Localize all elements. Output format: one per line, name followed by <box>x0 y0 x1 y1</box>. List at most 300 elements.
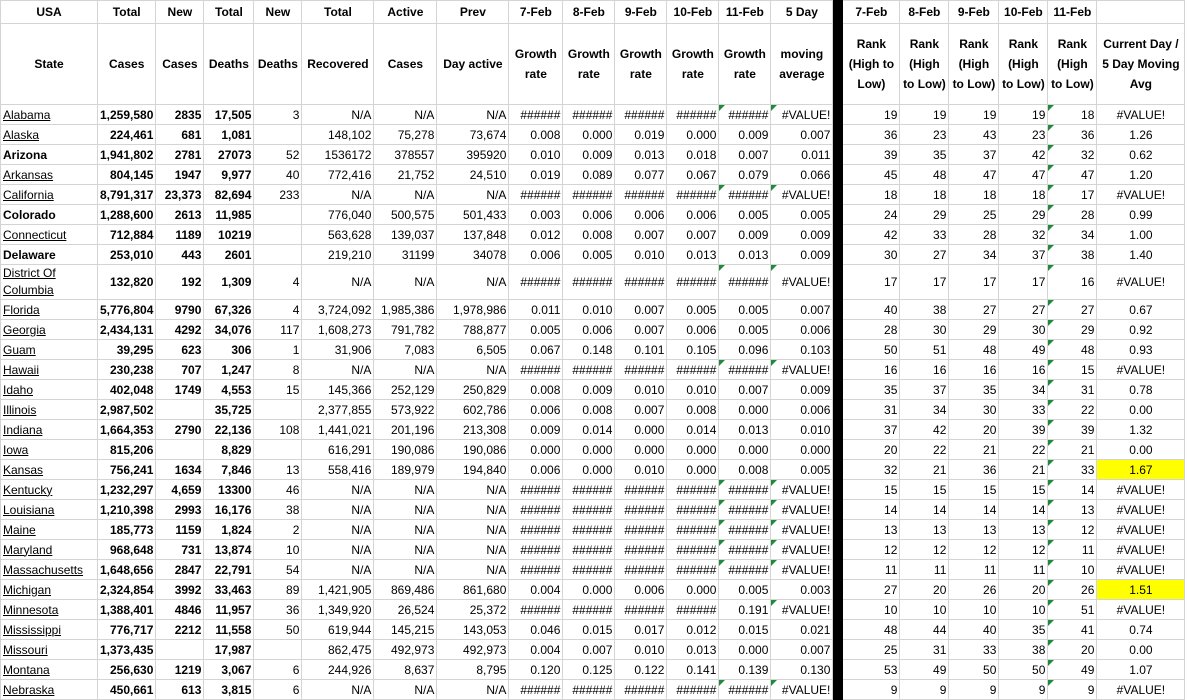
data-cell[interactable]: 26,524 <box>374 600 437 620</box>
header-cell[interactable]: 11-Feb <box>1048 1 1097 24</box>
data-cell[interactable]: 1,247 <box>204 360 254 380</box>
state-cell[interactable]: Missouri <box>1 640 98 660</box>
data-cell[interactable]: 0.012 <box>509 225 563 245</box>
data-cell[interactable]: ###### <box>667 185 719 205</box>
data-cell[interactable]: 6 <box>254 660 302 680</box>
data-cell[interactable]: 776,717 <box>98 620 156 640</box>
data-cell[interactable]: 9 <box>999 680 1048 700</box>
data-cell[interactable]: 16,176 <box>204 500 254 520</box>
data-cell[interactable]: 602,786 <box>437 400 509 420</box>
data-cell[interactable]: 492,973 <box>374 640 437 660</box>
data-cell[interactable]: ###### <box>719 500 771 520</box>
data-cell[interactable] <box>254 225 302 245</box>
data-cell[interactable]: 0.93 <box>1097 340 1185 360</box>
data-cell[interactable]: 1,232,297 <box>98 480 156 500</box>
data-cell[interactable]: 50 <box>843 340 900 360</box>
data-cell[interactable]: 32 <box>843 460 900 480</box>
data-cell[interactable]: 0.006 <box>563 320 615 340</box>
data-cell[interactable]: 0.008 <box>563 225 615 245</box>
data-cell[interactable]: 492,973 <box>437 640 509 660</box>
state-cell[interactable]: Kansas <box>1 460 98 480</box>
data-cell[interactable]: 0.005 <box>719 205 771 225</box>
data-cell[interactable]: 0.010 <box>615 245 667 265</box>
data-cell[interactable]: 28 <box>843 320 900 340</box>
data-cell[interactable]: ###### <box>509 480 563 500</box>
data-cell[interactable]: 0.007 <box>771 300 833 320</box>
data-cell[interactable]: 0.005 <box>719 320 771 340</box>
data-cell[interactable]: 13 <box>254 460 302 480</box>
data-cell[interactable]: 15 <box>999 480 1048 500</box>
data-cell[interactable]: 0.013 <box>667 640 719 660</box>
data-cell[interactable]: 0.006 <box>667 320 719 340</box>
state-cell[interactable]: Connecticut <box>1 225 98 245</box>
data-cell[interactable]: 2601 <box>204 245 254 265</box>
data-cell[interactable]: 0.007 <box>771 640 833 660</box>
data-cell[interactable]: 22 <box>999 440 1048 460</box>
data-cell[interactable]: 40 <box>254 165 302 185</box>
header-cell[interactable]: 9-Feb <box>949 1 999 24</box>
header-cell[interactable]: Rank (High to Low) <box>843 24 900 105</box>
data-cell[interactable]: 0.005 <box>667 300 719 320</box>
data-cell[interactable]: 776,040 <box>302 205 374 225</box>
state-cell[interactable]: Maine <box>1 520 98 540</box>
data-cell[interactable]: 0.005 <box>719 580 771 600</box>
data-cell[interactable]: 6 <box>254 680 302 700</box>
data-cell[interactable]: 0.009 <box>563 380 615 400</box>
data-cell[interactable]: 0.008 <box>509 125 563 145</box>
data-cell[interactable]: 0.089 <box>563 165 615 185</box>
data-cell[interactable]: 31 <box>1048 380 1097 400</box>
data-cell[interactable]: 0.007 <box>719 380 771 400</box>
data-cell[interactable]: #VALUE! <box>771 560 833 580</box>
data-cell[interactable]: 21 <box>1048 440 1097 460</box>
data-cell[interactable]: 0.009 <box>719 125 771 145</box>
data-cell[interactable]: ###### <box>509 105 563 125</box>
data-cell[interactable]: 17 <box>949 265 999 300</box>
data-cell[interactable]: 11 <box>1048 540 1097 560</box>
data-cell[interactable]: 0.000 <box>719 400 771 420</box>
data-cell[interactable]: 42 <box>900 420 949 440</box>
data-cell[interactable]: 2790 <box>156 420 204 440</box>
data-cell[interactable]: 0.017 <box>615 620 667 640</box>
data-cell[interactable]: 0.006 <box>667 205 719 225</box>
header-cell[interactable]: Total <box>302 1 374 24</box>
data-cell[interactable]: 0.00 <box>1097 640 1185 660</box>
data-cell[interactable]: 14 <box>900 500 949 520</box>
data-cell[interactable]: 0.009 <box>771 245 833 265</box>
data-cell[interactable]: 29 <box>949 320 999 340</box>
data-cell[interactable]: 558,416 <box>302 460 374 480</box>
data-cell[interactable]: N/A <box>302 105 374 125</box>
data-cell[interactable]: N/A <box>437 105 509 125</box>
data-cell[interactable]: 7,083 <box>374 340 437 360</box>
header-cell[interactable]: USA <box>1 1 98 24</box>
data-cell[interactable]: 0.007 <box>563 640 615 660</box>
data-cell[interactable]: 0.007 <box>719 145 771 165</box>
data-cell[interactable]: 26 <box>1048 580 1097 600</box>
data-cell[interactable]: 11 <box>949 560 999 580</box>
data-cell[interactable]: 788,877 <box>437 320 509 340</box>
data-cell[interactable]: 224,461 <box>98 125 156 145</box>
data-cell[interactable]: 23 <box>999 125 1048 145</box>
header-cell[interactable]: Growth rate <box>509 24 563 105</box>
data-cell[interactable]: ###### <box>615 360 667 380</box>
data-cell[interactable]: 2835 <box>156 105 204 125</box>
data-cell[interactable]: 1189 <box>156 225 204 245</box>
data-cell[interactable]: 2,987,502 <box>98 400 156 420</box>
data-cell[interactable]: 2,324,854 <box>98 580 156 600</box>
data-cell[interactable]: 623 <box>156 340 204 360</box>
data-cell[interactable]: 67,326 <box>204 300 254 320</box>
data-cell[interactable]: 0.009 <box>719 225 771 245</box>
header-cell[interactable]: State <box>1 24 98 105</box>
data-cell[interactable]: 3 <box>254 105 302 125</box>
data-cell[interactable]: 201,196 <box>374 420 437 440</box>
data-cell[interactable]: 450,661 <box>98 680 156 700</box>
header-cell[interactable]: moving average <box>771 24 833 105</box>
data-cell[interactable]: 27073 <box>204 145 254 165</box>
data-cell[interactable]: 189,979 <box>374 460 437 480</box>
state-cell[interactable]: Massachusetts <box>1 560 98 580</box>
data-cell[interactable]: 30 <box>999 320 1048 340</box>
data-cell[interactable]: 16 <box>999 360 1048 380</box>
data-cell[interactable]: 2 <box>254 520 302 540</box>
data-cell[interactable]: ###### <box>509 500 563 520</box>
data-cell[interactable]: 0.013 <box>615 145 667 165</box>
header-cell[interactable]: Total <box>98 1 156 24</box>
data-cell[interactable]: 1,081 <box>204 125 254 145</box>
data-cell[interactable]: 10 <box>254 540 302 560</box>
data-cell[interactable]: 185,773 <box>98 520 156 540</box>
data-cell[interactable]: 804,145 <box>98 165 156 185</box>
data-cell[interactable]: #VALUE! <box>771 480 833 500</box>
data-cell[interactable]: 190,086 <box>374 440 437 460</box>
header-cell[interactable]: Growth rate <box>667 24 719 105</box>
data-cell[interactable]: ###### <box>509 600 563 620</box>
data-cell[interactable]: 8 <box>254 360 302 380</box>
state-cell[interactable]: Alabama <box>1 105 98 125</box>
data-cell[interactable]: 8,795 <box>437 660 509 680</box>
state-cell[interactable]: District Of Columbia <box>1 265 98 300</box>
data-cell[interactable]: ###### <box>509 680 563 700</box>
data-cell[interactable]: ###### <box>509 265 563 300</box>
data-cell[interactable]: 12 <box>949 540 999 560</box>
data-cell[interactable]: 12 <box>999 540 1048 560</box>
data-cell[interactable]: 0.101 <box>615 340 667 360</box>
data-cell[interactable]: 23 <box>900 125 949 145</box>
data-cell[interactable]: 0.000 <box>667 580 719 600</box>
data-cell[interactable]: 1,349,920 <box>302 600 374 620</box>
data-cell[interactable]: 0.00 <box>1097 400 1185 420</box>
data-cell[interactable]: 1,288,600 <box>98 205 156 225</box>
data-cell[interactable]: 1,978,986 <box>437 300 509 320</box>
data-cell[interactable]: 500,575 <box>374 205 437 225</box>
data-cell[interactable]: 0.005 <box>563 245 615 265</box>
data-cell[interactable]: 0.67 <box>1097 300 1185 320</box>
data-cell[interactable] <box>254 125 302 145</box>
data-cell[interactable]: 19 <box>999 105 1048 125</box>
data-cell[interactable]: 9 <box>949 680 999 700</box>
data-cell[interactable]: 25 <box>949 205 999 225</box>
data-cell[interactable]: 48 <box>1048 340 1097 360</box>
data-cell[interactable]: 256,630 <box>98 660 156 680</box>
data-cell[interactable]: 14 <box>949 500 999 520</box>
data-cell[interactable]: 18 <box>843 185 900 205</box>
data-cell[interactable]: 20 <box>949 420 999 440</box>
header-cell[interactable]: Deaths <box>204 24 254 105</box>
data-cell[interactable]: #VALUE! <box>1097 600 1185 620</box>
data-cell[interactable]: 17 <box>1048 185 1097 205</box>
data-cell[interactable]: 48 <box>949 340 999 360</box>
data-cell[interactable]: 145,366 <box>302 380 374 400</box>
data-cell[interactable]: 731 <box>156 540 204 560</box>
data-cell[interactable]: 35 <box>900 145 949 165</box>
data-cell[interactable]: #VALUE! <box>771 540 833 560</box>
state-cell[interactable]: Illinois <box>1 400 98 420</box>
data-cell[interactable] <box>254 440 302 460</box>
data-cell[interactable]: N/A <box>437 480 509 500</box>
data-cell[interactable]: 0.000 <box>771 440 833 460</box>
data-cell[interactable]: 0.006 <box>509 245 563 265</box>
data-cell[interactable]: 712,884 <box>98 225 156 245</box>
data-cell[interactable]: N/A <box>374 360 437 380</box>
data-cell[interactable]: 16 <box>900 360 949 380</box>
data-cell[interactable]: 2,377,855 <box>302 400 374 420</box>
data-cell[interactable]: 252,129 <box>374 380 437 400</box>
data-cell[interactable]: 619,944 <box>302 620 374 640</box>
data-cell[interactable]: 0.008 <box>719 460 771 480</box>
data-cell[interactable]: N/A <box>437 360 509 380</box>
data-cell[interactable]: 28 <box>1048 205 1097 225</box>
data-cell[interactable]: 0.009 <box>771 380 833 400</box>
header-cell[interactable]: Cases <box>156 24 204 105</box>
header-cell[interactable]: Cases <box>374 24 437 105</box>
data-cell[interactable]: #VALUE! <box>1097 560 1185 580</box>
data-cell[interactable]: 0.010 <box>667 380 719 400</box>
state-cell[interactable]: California <box>1 185 98 205</box>
data-cell[interactable]: 0.015 <box>719 620 771 640</box>
data-cell[interactable]: 306 <box>204 340 254 360</box>
data-cell[interactable]: ###### <box>719 520 771 540</box>
data-cell[interactable]: ###### <box>563 185 615 205</box>
data-cell[interactable]: #VALUE! <box>1097 265 1185 300</box>
header-cell[interactable]: 9-Feb <box>615 1 667 24</box>
data-cell[interactable]: 0.62 <box>1097 145 1185 165</box>
data-cell[interactable]: 34 <box>900 400 949 420</box>
data-cell[interactable]: ###### <box>667 500 719 520</box>
header-cell[interactable]: 10-Feb <box>667 1 719 24</box>
data-cell[interactable]: 0.014 <box>563 420 615 440</box>
data-cell[interactable]: #VALUE! <box>1097 360 1185 380</box>
data-cell[interactable]: #VALUE! <box>1097 520 1185 540</box>
data-cell[interactable]: 36 <box>949 460 999 480</box>
data-cell[interactable]: 869,486 <box>374 580 437 600</box>
data-cell[interactable]: 17 <box>900 265 949 300</box>
data-cell[interactable]: 1,985,386 <box>374 300 437 320</box>
data-cell[interactable]: 1,373,435 <box>98 640 156 660</box>
data-cell[interactable]: 27 <box>843 580 900 600</box>
header-cell[interactable]: Growth rate <box>719 24 771 105</box>
data-cell[interactable]: 31 <box>900 640 949 660</box>
state-cell[interactable]: Arizona <box>1 145 98 165</box>
data-cell[interactable]: 82,694 <box>204 185 254 205</box>
data-cell[interactable]: 9,977 <box>204 165 254 185</box>
data-cell[interactable]: ###### <box>615 265 667 300</box>
data-cell[interactable]: 1,608,273 <box>302 320 374 340</box>
data-cell[interactable]: 48 <box>843 620 900 640</box>
data-cell[interactable]: 47 <box>949 165 999 185</box>
data-cell[interactable]: 0.000 <box>563 460 615 480</box>
data-cell[interactable]: ###### <box>667 480 719 500</box>
header-cell[interactable] <box>1097 1 1185 24</box>
data-cell[interactable]: #VALUE! <box>771 600 833 620</box>
data-cell[interactable]: 25,372 <box>437 600 509 620</box>
data-cell[interactable]: 14 <box>999 500 1048 520</box>
data-cell[interactable]: 0.012 <box>667 620 719 640</box>
data-cell[interactable]: 1,441,021 <box>302 420 374 440</box>
state-cell[interactable]: Minnesota <box>1 600 98 620</box>
data-cell[interactable]: 233 <box>254 185 302 205</box>
data-cell[interactable]: 0.007 <box>615 300 667 320</box>
data-cell[interactable]: 0.009 <box>509 420 563 440</box>
data-cell[interactable]: 681 <box>156 125 204 145</box>
data-cell[interactable]: 0.125 <box>563 660 615 680</box>
data-cell[interactable]: 9790 <box>156 300 204 320</box>
data-cell[interactable]: 18 <box>1048 105 1097 125</box>
data-cell[interactable]: 32 <box>1048 145 1097 165</box>
data-cell[interactable]: 0.079 <box>719 165 771 185</box>
data-cell[interactable]: #VALUE! <box>1097 480 1185 500</box>
data-cell[interactable]: 38 <box>999 640 1048 660</box>
data-cell[interactable]: 21 <box>999 460 1048 480</box>
data-cell[interactable]: 12 <box>843 540 900 560</box>
data-cell[interactable]: N/A <box>374 500 437 520</box>
data-cell[interactable]: N/A <box>302 680 374 700</box>
data-cell[interactable]: 30 <box>900 320 949 340</box>
data-cell[interactable]: 4 <box>254 300 302 320</box>
data-cell[interactable]: 73,674 <box>437 125 509 145</box>
data-cell[interactable]: 563,628 <box>302 225 374 245</box>
data-cell[interactable]: 19 <box>843 105 900 125</box>
data-cell[interactable]: 1.51 <box>1097 580 1185 600</box>
data-cell[interactable]: ###### <box>667 265 719 300</box>
data-cell[interactable]: 18 <box>999 185 1048 205</box>
data-cell[interactable]: 15 <box>843 480 900 500</box>
state-cell[interactable]: Kentucky <box>1 480 98 500</box>
data-cell[interactable]: 22,136 <box>204 420 254 440</box>
data-cell[interactable]: 1,824 <box>204 520 254 540</box>
data-cell[interactable]: 50 <box>999 660 1048 680</box>
data-cell[interactable]: 48 <box>900 165 949 185</box>
data-cell[interactable]: 1,210,398 <box>98 500 156 520</box>
state-cell[interactable]: Nebraska <box>1 680 98 700</box>
data-cell[interactable]: N/A <box>374 680 437 700</box>
data-cell[interactable]: 22,791 <box>204 560 254 580</box>
data-cell[interactable]: 244,926 <box>302 660 374 680</box>
data-cell[interactable]: ###### <box>719 560 771 580</box>
data-cell[interactable]: N/A <box>302 265 374 300</box>
data-cell[interactable]: 8,637 <box>374 660 437 680</box>
data-cell[interactable]: 13 <box>949 520 999 540</box>
header-cell[interactable]: Day active <box>437 24 509 105</box>
data-cell[interactable]: 29 <box>1048 320 1097 340</box>
data-cell[interactable]: 13,874 <box>204 540 254 560</box>
data-cell[interactable]: 0.000 <box>719 640 771 660</box>
data-cell[interactable]: 17,987 <box>204 640 254 660</box>
data-cell[interactable]: 145,215 <box>374 620 437 640</box>
data-cell[interactable]: 20 <box>900 580 949 600</box>
data-cell[interactable]: 16 <box>949 360 999 380</box>
state-cell[interactable]: Georgia <box>1 320 98 340</box>
data-cell[interactable]: ###### <box>719 480 771 500</box>
state-cell[interactable]: Montana <box>1 660 98 680</box>
header-cell[interactable]: 8-Feb <box>563 1 615 24</box>
data-cell[interactable]: 190,086 <box>437 440 509 460</box>
data-cell[interactable]: 11,957 <box>204 600 254 620</box>
data-cell[interactable]: ###### <box>667 105 719 125</box>
data-cell[interactable] <box>254 640 302 660</box>
data-cell[interactable]: 3992 <box>156 580 204 600</box>
data-cell[interactable]: 20 <box>1048 640 1097 660</box>
header-cell[interactable]: Recovered <box>302 24 374 105</box>
data-cell[interactable] <box>254 400 302 420</box>
data-cell[interactable]: 0.005 <box>771 460 833 480</box>
data-cell[interactable]: 47 <box>999 165 1048 185</box>
data-cell[interactable]: 1.67 <box>1097 460 1185 480</box>
data-cell[interactable]: 13 <box>999 520 1048 540</box>
data-cell[interactable]: 42 <box>999 145 1048 165</box>
data-cell[interactable]: 0.007 <box>667 225 719 245</box>
data-cell[interactable]: 75,278 <box>374 125 437 145</box>
data-cell[interactable]: 26 <box>949 580 999 600</box>
data-cell[interactable]: 143,053 <box>437 620 509 640</box>
data-cell[interactable]: 772,416 <box>302 165 374 185</box>
data-cell[interactable]: 36 <box>254 600 302 620</box>
data-cell[interactable]: 756,241 <box>98 460 156 480</box>
data-cell[interactable]: 29 <box>999 205 1048 225</box>
data-cell[interactable]: ###### <box>667 600 719 620</box>
data-cell[interactable]: 815,206 <box>98 440 156 460</box>
data-cell[interactable]: 13 <box>1048 500 1097 520</box>
data-cell[interactable]: 1.20 <box>1097 165 1185 185</box>
data-cell[interactable]: 0.007 <box>771 125 833 145</box>
data-cell[interactable]: #VALUE! <box>1097 680 1185 700</box>
data-cell[interactable]: 38 <box>1048 245 1097 265</box>
data-cell[interactable]: 34 <box>999 380 1048 400</box>
data-cell[interactable]: 34,076 <box>204 320 254 340</box>
data-cell[interactable]: #VALUE! <box>1097 500 1185 520</box>
header-cell[interactable]: Current Day / 5 Day Moving Avg <box>1097 24 1185 105</box>
state-cell[interactable]: Florida <box>1 300 98 320</box>
data-cell[interactable]: 89 <box>254 580 302 600</box>
data-cell[interactable]: 0.006 <box>563 205 615 225</box>
data-cell[interactable]: ###### <box>615 500 667 520</box>
data-cell[interactable]: 39 <box>843 145 900 165</box>
data-cell[interactable]: 1634 <box>156 460 204 480</box>
header-cell[interactable]: New <box>254 1 302 24</box>
data-cell[interactable]: 49 <box>1048 660 1097 680</box>
data-cell[interactable]: 192 <box>156 265 204 300</box>
data-cell[interactable]: 0.000 <box>667 460 719 480</box>
header-cell[interactable]: Growth rate <box>563 24 615 105</box>
data-cell[interactable]: #VALUE! <box>1097 185 1185 205</box>
data-cell[interactable]: 12 <box>900 540 949 560</box>
data-cell[interactable]: ###### <box>563 360 615 380</box>
data-cell[interactable]: ###### <box>563 500 615 520</box>
header-cell[interactable]: Growth rate <box>615 24 667 105</box>
data-cell[interactable]: ###### <box>615 600 667 620</box>
data-cell[interactable]: 1.40 <box>1097 245 1185 265</box>
